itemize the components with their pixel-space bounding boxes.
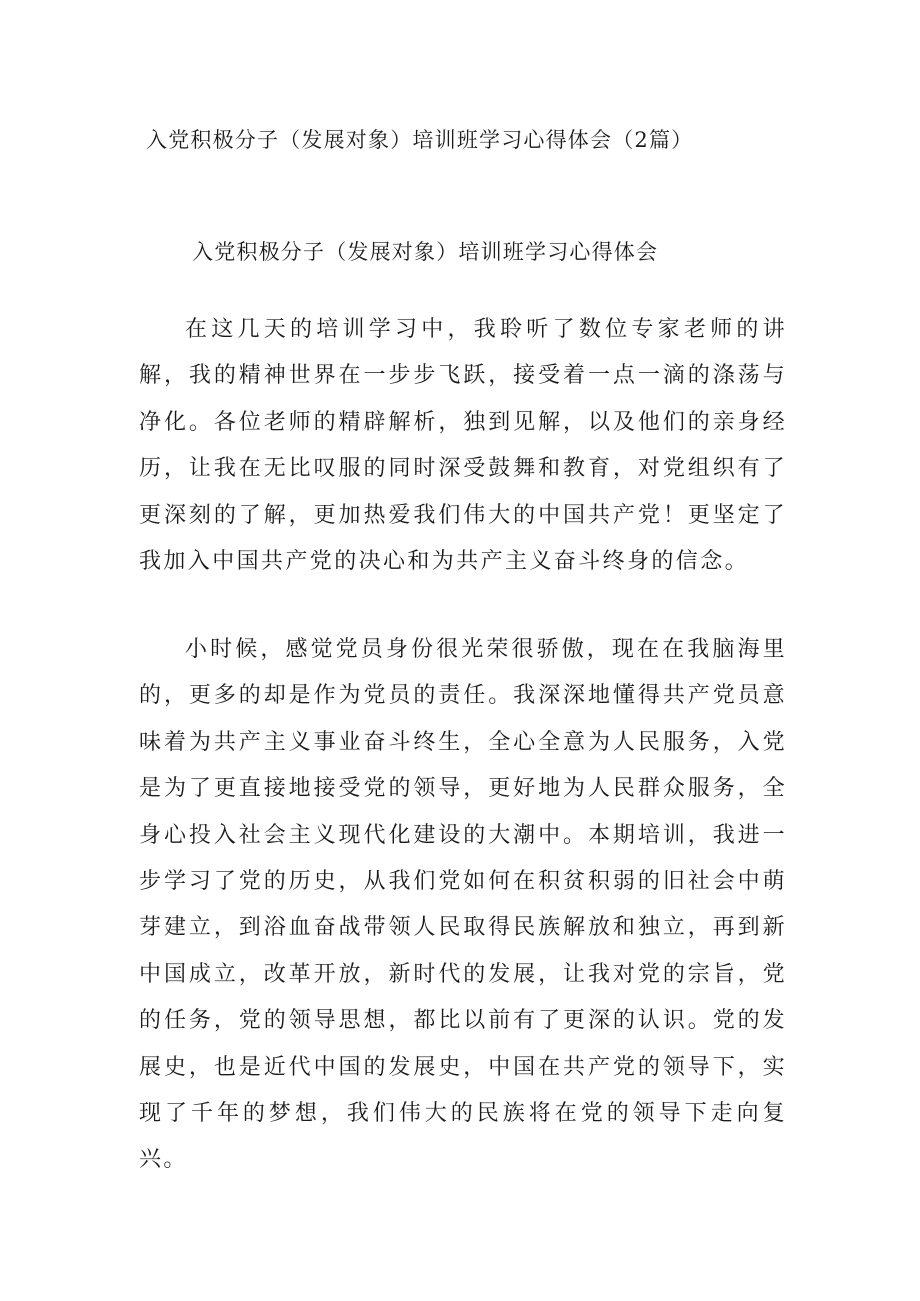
body-paragraph-2: 小时候，感觉党员身份很光荣很骄傲，现在在我脑海里的，更多的却是作为党员的责任。我深深地懂得共产党员意味着为共产主义事业奋斗终生，全心全意为人民服务，入党是为了更直接地接受党的领导，更好地为人民群众服务，全身心投入社会主义现代化建设的大潮中。本期培训，我进一步学习了党的历史，从我们党如何在积贫积弱的旧社会中萌芽建立，到浴血奋战带领人民取得民族解放和独立，再到新中国成立，改革开放，新时代的发展，让我对党的宗旨，党的任务，党的领导思想，都比以前有了更深的认识。党的发展史，也是近代中国的发展史，中国在共产党的领导下，实现了千年的梦想，我们伟大的民族将在党的领导下走向复兴。 [139, 637, 787, 1173]
article-title: 入党积极分子（发展对象）培训班学习心得体会 [192, 240, 659, 264]
body-paragraph-1: 在这几天的培训学习中，我聆听了数位专家老师的讲解，我的精神世界在一步步飞跃，接受着一点一滴的涤荡与净化。各位老师的精辟解析，独到见解，以及他们的亲身经历，让我在无比叹服的同时深受鼓舞和教育，对党组织有了更深刻的了解，更加热爱我们伟大的中国共产党！更坚定了我加入中国共产党的决心和为共产主义奋斗终身的信念。 [139, 317, 787, 575]
document-title: 入党积极分子（发展对象）培训班学习心得体会（2篇） [146, 128, 694, 152]
